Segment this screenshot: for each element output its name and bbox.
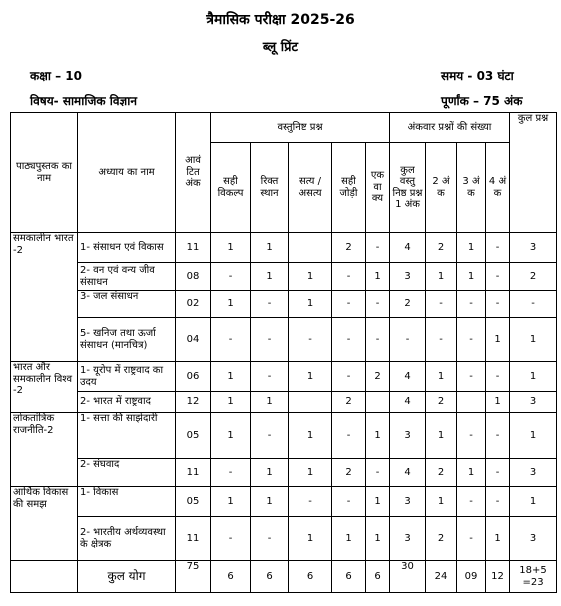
m3-value: - [457,487,486,517]
allotted-value: 11 [176,459,211,487]
oneword-value: - [366,233,390,263]
oneword-value: 1 [366,263,390,291]
obj-total-value: 3 [390,517,426,561]
m4-value: - [486,459,510,487]
marks-wise-questions-header: अंकवार प्रश्नों की संख्या [390,113,510,143]
chapter-name: 1- यूरोप में राष्ट्रवाद का उदय [78,362,176,392]
allotted-value: 11 [176,517,211,561]
fill-blank-header: रिक्त स्थान [251,143,289,233]
m4-value: - [486,263,510,291]
totals-fill: 6 [251,561,289,593]
allotted-value: 05 [176,413,211,459]
m2-value: 2 [426,233,457,263]
totals-oneword: 6 [366,561,390,593]
blueprint-table [10,112,557,593]
match-value: 1 [332,517,366,561]
exam-title: त्रैमासिक परीक्षा 2025-26 [206,12,355,28]
blueprint-subtitle: ब्लू प्रिंट [262,40,299,55]
tf-value [289,392,332,413]
true-false-header: सत्य /असत्य [289,143,332,233]
mcq-value: 1 [211,487,251,517]
table-row [11,517,557,561]
obj-total-value: 3 [390,487,426,517]
chapter-name: 1- सत्ता की साझेदारी [78,413,176,459]
book-column-header: पाठ्यपुस्तक का नाम [11,113,78,233]
m3-value: - [457,291,486,318]
totals-label: कुल योग [78,561,176,593]
total-value: 3 [510,517,557,561]
allotted-value: 04 [176,318,211,362]
total-value: 3 [510,392,557,413]
totals-match: 6 [332,561,366,593]
mcq-value: 1 [211,291,251,318]
chapter-name: 1- संसाधन एवं विकास [78,233,176,263]
m2-value: 2 [426,392,457,413]
table-row [11,392,557,413]
match-value: 2 [332,459,366,487]
allotted-value: 11 [176,233,211,263]
oneword-value: - [366,318,390,362]
allotted-value: 06 [176,362,211,392]
obj-total-value: 4 [390,362,426,392]
totals-tf: 6 [289,561,332,593]
obj-total-value: - [390,318,426,362]
chapter-name: 1- विकास [78,487,176,517]
chapter-name: 3- जल संसाधन [78,291,176,318]
book-name: भारत और समकालीन विश्व -2 [11,362,78,413]
match-value: 2 [332,233,366,263]
total-value: 3 [510,459,557,487]
tf-value: 1 [289,263,332,291]
table-row [11,487,557,517]
three-mark-header: 3 अं क [457,143,486,233]
allotted-value: 08 [176,263,211,291]
table-row [11,413,557,459]
allotted-value: 02 [176,291,211,318]
total-value: 3 [510,233,557,263]
chapter-name: 2- संघवाद [78,459,176,487]
book-name: लोकतांत्रिक राजनीति-2 [11,413,78,487]
table-row [11,318,557,362]
mcq-value: 1 [211,413,251,459]
table-row [11,459,557,487]
mcq-value: - [211,263,251,291]
match-value: - [332,318,366,362]
total-value: 1 [510,487,557,517]
full-marks-label: पूर्णांक – 75 अंक [441,94,523,108]
fill-value: 1 [251,459,289,487]
match-value: - [332,291,366,318]
chapter-name: 5- खनिज तथा ऊर्जा संसाधन (मानचित्र) [78,318,176,362]
m3-value: - [457,413,486,459]
m2-value: 1 [426,487,457,517]
m2-value: 2 [426,459,457,487]
fill-value: 1 [251,263,289,291]
m2-value: 1 [426,362,457,392]
m4-value: - [486,362,510,392]
mcq-value: 1 [211,233,251,263]
m3-value [457,392,486,413]
chapter-name: 2- भारत में राष्ट्रवाद [78,392,176,413]
table-row [11,362,557,392]
match-value: - [332,263,366,291]
m3-value: 1 [457,263,486,291]
mcq-value: - [211,517,251,561]
m4-value: - [486,487,510,517]
tf-value [289,233,332,263]
table-row [11,291,557,318]
fill-value: - [251,291,289,318]
tf-value: 1 [289,413,332,459]
m2-value: 1 [426,263,457,291]
subject-label: विषय- सामाजिक विज्ञान [30,94,137,108]
totals-empty-cell [11,561,78,593]
m3-value: - [457,517,486,561]
totals-mcq: 6 [211,561,251,593]
fill-value: - [251,413,289,459]
match-value: 2 [332,392,366,413]
two-mark-header: 2 अं क [426,143,457,233]
mcq-value: 1 [211,392,251,413]
m4-value: - [486,413,510,459]
m4-value: - [486,291,510,318]
m4-value: - [486,233,510,263]
oneword-value: 2 [366,362,390,392]
m4-value: 1 [486,517,510,561]
time-label: समय - 03 घंटा [441,69,514,83]
match-value: - [332,487,366,517]
m2-value: - [426,318,457,362]
match-value: - [332,362,366,392]
totals-m4: 12 [486,561,510,593]
fill-value: 1 [251,487,289,517]
total-value: 1 [510,413,557,459]
obj-total-value: 4 [390,233,426,263]
total-value: - [510,291,557,318]
chapter-column-header: अध्याय का नाम [78,113,176,233]
match-value: - [332,413,366,459]
fill-value: - [251,362,289,392]
fill-value: - [251,517,289,561]
totals-m3: 09 [457,561,486,593]
total-value: 1 [510,362,557,392]
totals-allotted: 75 [176,561,211,593]
oneword-value: 1 [366,517,390,561]
total-value: 2 [510,263,557,291]
chapter-name: 2- भारतीय अर्थव्यवस्था के क्षेत्रक [78,517,176,561]
tf-value: 1 [289,291,332,318]
obj-total-value: 3 [390,263,426,291]
totals-row [11,561,557,593]
fill-value: - [251,318,289,362]
mcq-header: सही विकल्प [211,143,251,233]
m2-value: 1 [426,413,457,459]
class-label: कक्षा – 10 [30,69,82,83]
mcq-value: 1 [211,362,251,392]
m4-value: 1 [486,318,510,362]
tf-value: - [289,318,332,362]
oneword-value: 1 [366,413,390,459]
oneword-value: 1 [366,487,390,517]
totals-total: 18+5 =23 [510,561,557,593]
m2-value: - [426,291,457,318]
total-questions-header: कुल प्रश्न [510,113,557,233]
chapter-name: 2- वन एवं वन्य जीव संसाधन [78,263,176,291]
m3-value: 1 [457,459,486,487]
match-header: सही जोड़ी [332,143,366,233]
total-value: 1 [510,318,557,362]
totals-m2: 24 [426,561,457,593]
header-row-1 [11,113,557,143]
book-name: आर्थिक विकास की समझ [11,487,78,561]
m3-value: - [457,362,486,392]
mcq-value: - [211,459,251,487]
obj-total-value: 2 [390,291,426,318]
m3-value: 1 [457,233,486,263]
oneword-value [366,392,390,413]
table-row [11,263,557,291]
tf-value: - [289,487,332,517]
tf-value: 1 [289,517,332,561]
totals-obj: 30 [390,561,426,593]
objective-questions-header: वस्तुनिष्ट प्रश्न [211,113,390,143]
fill-value: 1 [251,392,289,413]
oneword-value: - [366,291,390,318]
mcq-value: - [211,318,251,362]
obj-total-value: 4 [390,459,426,487]
allotted-marks-header: आवं टित अंक [176,113,211,233]
fill-value: 1 [251,233,289,263]
objective-total-header: कुल वस्तु निष्ठ प्रश्न 1 अंक [390,143,426,233]
one-word-header: एक वा क्य [366,143,390,233]
allotted-value: 12 [176,392,211,413]
m3-value: - [457,318,486,362]
oneword-value: - [366,459,390,487]
tf-value: 1 [289,459,332,487]
obj-total-value: 4 [390,392,426,413]
m2-value: 2 [426,517,457,561]
obj-total-value: 3 [390,413,426,459]
table-row [11,233,557,263]
tf-value: 1 [289,362,332,392]
book-name: समकालीन भारत -2 [11,233,78,362]
allotted-value: 05 [176,487,211,517]
four-mark-header: 4 अं क [486,143,510,233]
m4-value: 1 [486,392,510,413]
